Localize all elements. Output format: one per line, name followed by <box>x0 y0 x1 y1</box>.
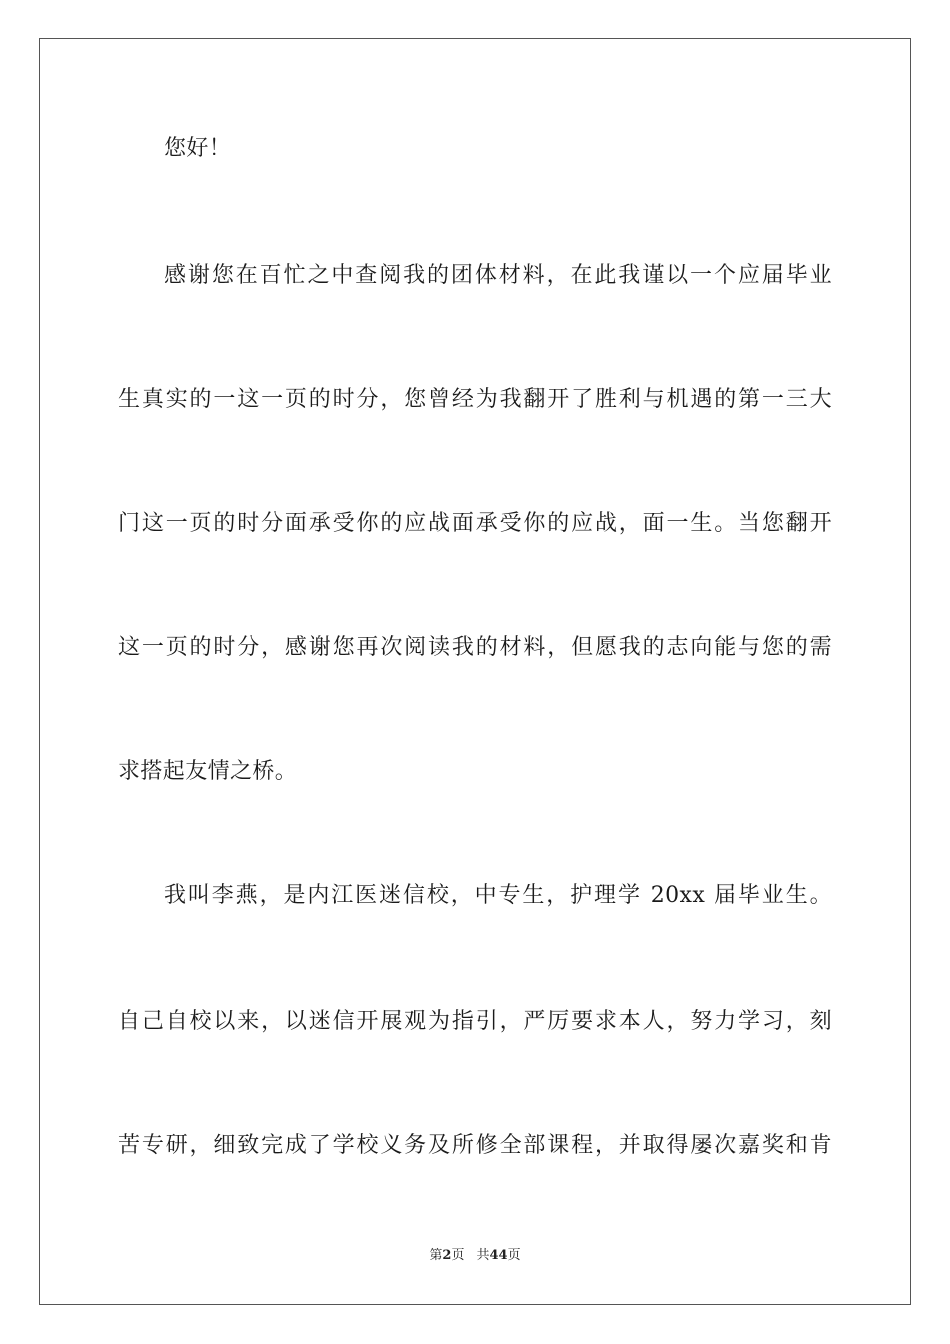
paragraph-line-4: 这一页的时分，感谢您再次阅读我的材料，但愿我的志向能与您的需 <box>118 635 832 660</box>
paragraph-line-3: 门这一页的时分面承受你的应战面承受你的应战，面一生。当您翻开 <box>118 511 832 536</box>
total-suffix: 页 <box>507 1248 521 1263</box>
page-number: 2 <box>442 1248 452 1263</box>
greeting-text: 您好！ <box>164 136 232 161</box>
paragraph-line-1: 感谢您在百忙之中查阅我的团体材料，在此我谨以一个应届毕业 <box>164 263 832 288</box>
paragraph-line-7: 自己自校以来，以迷信开展观为指引，严厉要求本人，努力学习，刻 <box>118 1009 832 1034</box>
paragraph-line-8: 苦专研，细致完成了学校义务及所修全部课程，并取得屡次嘉奖和肯 <box>118 1133 832 1158</box>
paragraph-line-5: 求搭起友情之桥。 <box>118 759 298 784</box>
total-pages: 44 <box>489 1248 508 1263</box>
paragraph-line-2: 生真实的一这一页的时分，您曾经为我翻开了胜利与机遇的第一三大 <box>118 387 832 412</box>
total-prefix: 共 <box>476 1248 490 1263</box>
page-frame <box>39 38 911 1305</box>
page-prefix: 第 <box>429 1248 443 1263</box>
page-suffix: 页 <box>451 1248 465 1263</box>
paragraph-line-6: 我叫李燕，是内江医迷信校，中专生，护理学 20xx 届毕业生。 <box>164 883 832 908</box>
page-footer <box>0 1247 950 1265</box>
